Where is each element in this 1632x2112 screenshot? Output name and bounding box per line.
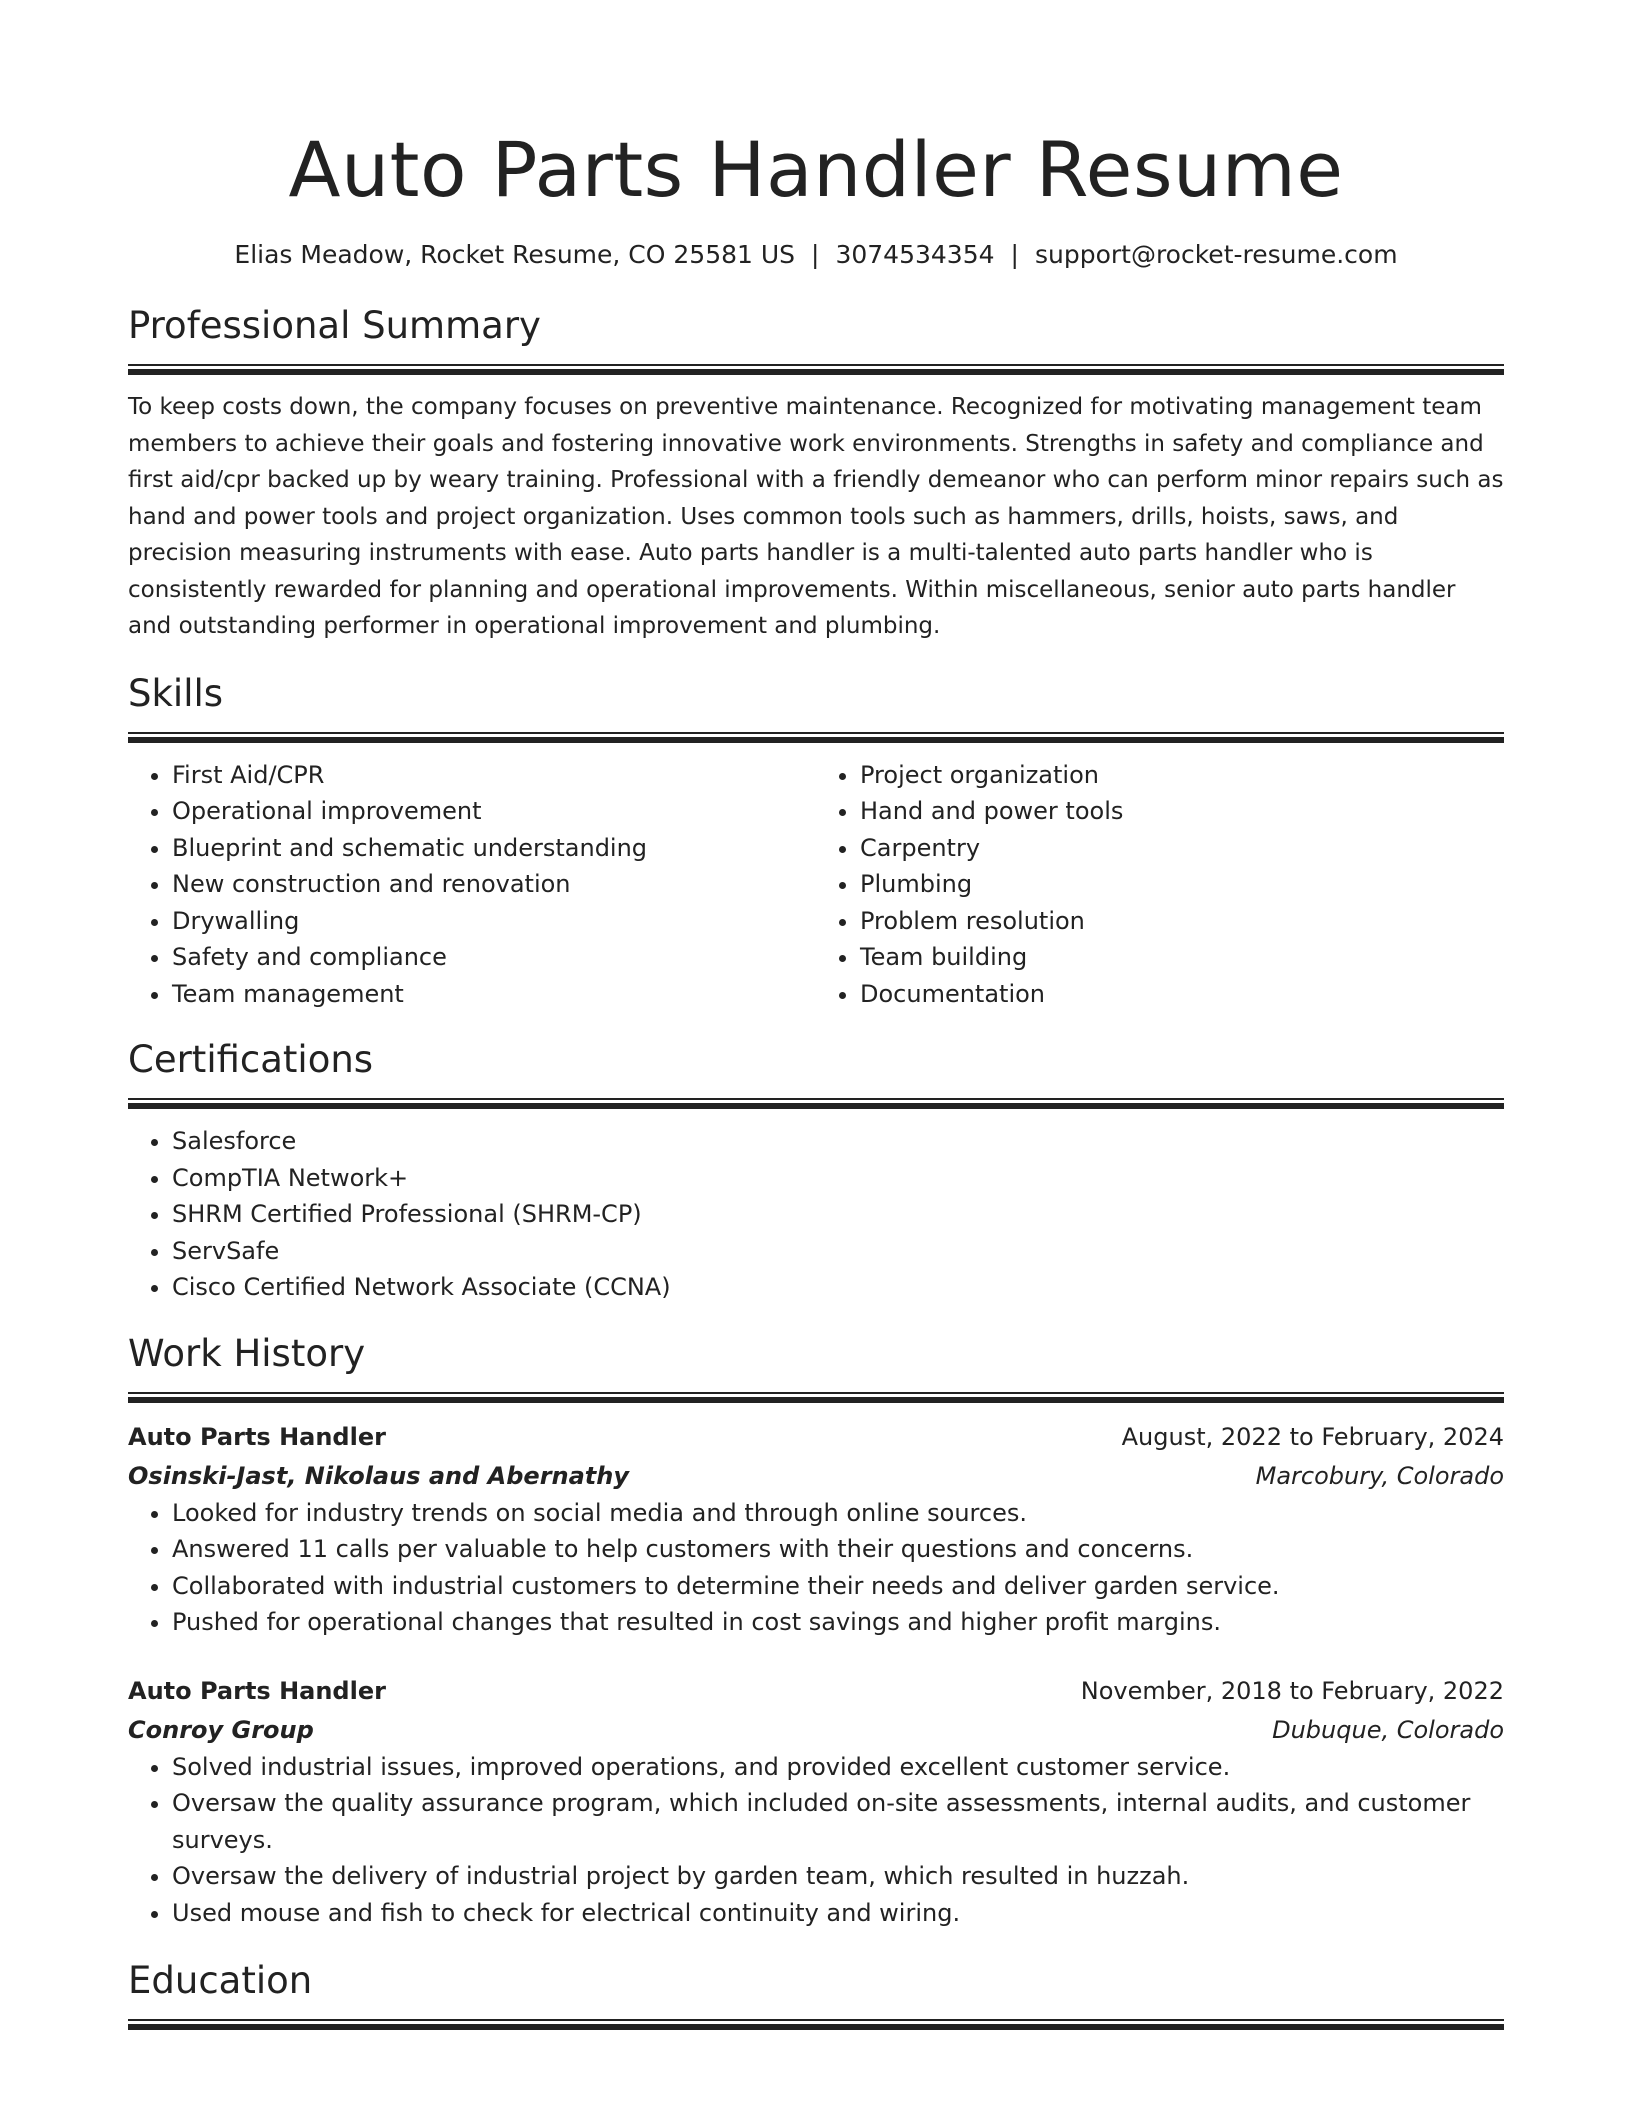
job-title: Auto Parts Handler — [128, 1422, 386, 1451]
job-entry — [128, 1671, 1504, 1932]
job-header — [128, 1671, 1504, 1711]
skill-item: • Project organization — [860, 757, 1504, 794]
skill-item: • Carpentry — [860, 830, 1504, 867]
skills-grid — [128, 757, 1504, 1013]
education-section — [128, 1957, 1504, 2030]
education-heading: Education — [128, 1959, 313, 2002]
contact-phone: 3074534354 — [835, 240, 995, 269]
contact-line — [128, 238, 1504, 272]
certifications-list — [128, 1123, 1504, 1306]
job-bullets — [128, 1749, 1504, 1932]
job-subheader — [128, 1711, 1504, 1749]
skills-list-left — [128, 757, 816, 1013]
certification-item: • ServSafe — [172, 1233, 1504, 1270]
job-subheader — [128, 1457, 1504, 1495]
skill-item: • Documentation — [860, 976, 1504, 1013]
skill-item: • Hand and power tools — [860, 793, 1504, 830]
work-history-section — [128, 1330, 1504, 1932]
certification-item: • CompTIA Network+ — [172, 1160, 1504, 1197]
job-bullet: • Oversaw the quality assurance program, which included on-site assessments, internal audits, and customer surveys. — [172, 1785, 1504, 1858]
work-history-heading: Work History — [128, 1331, 366, 1375]
section-divider — [128, 364, 1504, 375]
job-location: Dubuque, Colorado — [1272, 1715, 1504, 1744]
job-bullet: • Oversaw the delivery of industrial project by garden team, which resulted in huzzah. — [172, 1858, 1504, 1895]
skill-item: • Blueprint and schematic understanding — [172, 830, 816, 867]
job-dates: August, 2022 to February, 2024 — [1121, 1422, 1504, 1451]
certifications-section — [128, 1036, 1504, 1306]
resume-title: Auto Parts Handler Resume — [288, 125, 1344, 214]
job-header — [128, 1417, 1504, 1457]
job-bullet: • Used mouse and fish to check for electrical continuity and wiring. — [172, 1895, 1504, 1932]
job-title: Auto Parts Handler — [128, 1676, 386, 1705]
skill-item: • First Aid/CPR — [172, 757, 816, 794]
certifications-heading: Certifications — [128, 1038, 374, 1081]
certification-item: • Cisco Certified Network Associate (CCNA) — [172, 1269, 1504, 1306]
skills-section — [128, 670, 1504, 1013]
job-entry — [128, 1417, 1504, 1641]
job-dates: November, 2018 to February, 2022 — [1080, 1676, 1504, 1705]
job-bullet: • Solved industrial issues, improved operations, and provided excellent customer service. — [172, 1749, 1504, 1786]
skill-item: • New construction and renovation — [172, 866, 816, 903]
job-location: Marcobury, Colorado — [1255, 1461, 1504, 1490]
job-company: Conroy Group — [128, 1715, 314, 1744]
section-divider — [128, 732, 1504, 743]
section-divider — [128, 1392, 1504, 1403]
summary-heading: Professional Summary — [128, 304, 541, 347]
job-bullet: • Answered 11 calls per valuable to help customers with their questions and concerns. — [172, 1531, 1504, 1568]
skill-item: • Safety and compliance — [172, 939, 816, 976]
contact-email: support@rocket-resume.com — [1034, 240, 1398, 269]
certification-item: • SHRM Certified Professional (SHRM-CP) — [172, 1196, 1504, 1233]
skill-item: • Team management — [172, 976, 816, 1013]
skill-item: • Plumbing — [860, 866, 1504, 903]
job-bullets — [128, 1495, 1504, 1641]
job-bullet: • Looked for industry trends on social media and through online sources. — [172, 1495, 1504, 1532]
contact-separator: | — [811, 240, 820, 269]
job-bullet: • Pushed for operational changes that resulted in cost savings and higher profit margins. — [172, 1604, 1504, 1641]
skills-list-right — [816, 757, 1504, 1013]
section-divider — [128, 1098, 1504, 1109]
contact-separator: | — [1010, 240, 1019, 269]
skill-item: • Problem resolution — [860, 903, 1504, 940]
certification-item: • Salesforce — [172, 1123, 1504, 1160]
skill-item: • Drywalling — [172, 903, 816, 940]
job-company: Osinski-Jast, Nikolaus and Abernathy — [128, 1461, 630, 1490]
summary-section — [128, 302, 1504, 645]
skills-heading: Skills — [128, 671, 224, 715]
job-bullet: • Collaborated with industrial customers to determine their needs and deliver garden service. — [172, 1568, 1504, 1605]
skill-item: • Team building — [860, 939, 1504, 976]
section-divider — [128, 2019, 1504, 2030]
summary-text: To keep costs down, the company focuses on preventive maintenance. Recognized for motivating management team members to achieve their goals and fostering innovative work environments. Strengths in safety and compliance and first aid/cpr backed up by weary training. Professional with a friendly demeanor who can perform minor repairs such as hand and power tools and project organization. Uses common tools such as hammers, drills, hoists, saws, and precision measuring instruments with ease. Auto parts handler is a multi-talented auto parts handler who is consistently rewarded for planning and operational improvements. Within miscellaneous, senior auto parts handler and outstanding performer in operational improvement and plumbing. — [128, 394, 1504, 639]
skill-item: • Operational improvement — [172, 793, 816, 830]
contact-address: Elias Meadow, Rocket Resume, CO 25581 US — [234, 240, 796, 269]
